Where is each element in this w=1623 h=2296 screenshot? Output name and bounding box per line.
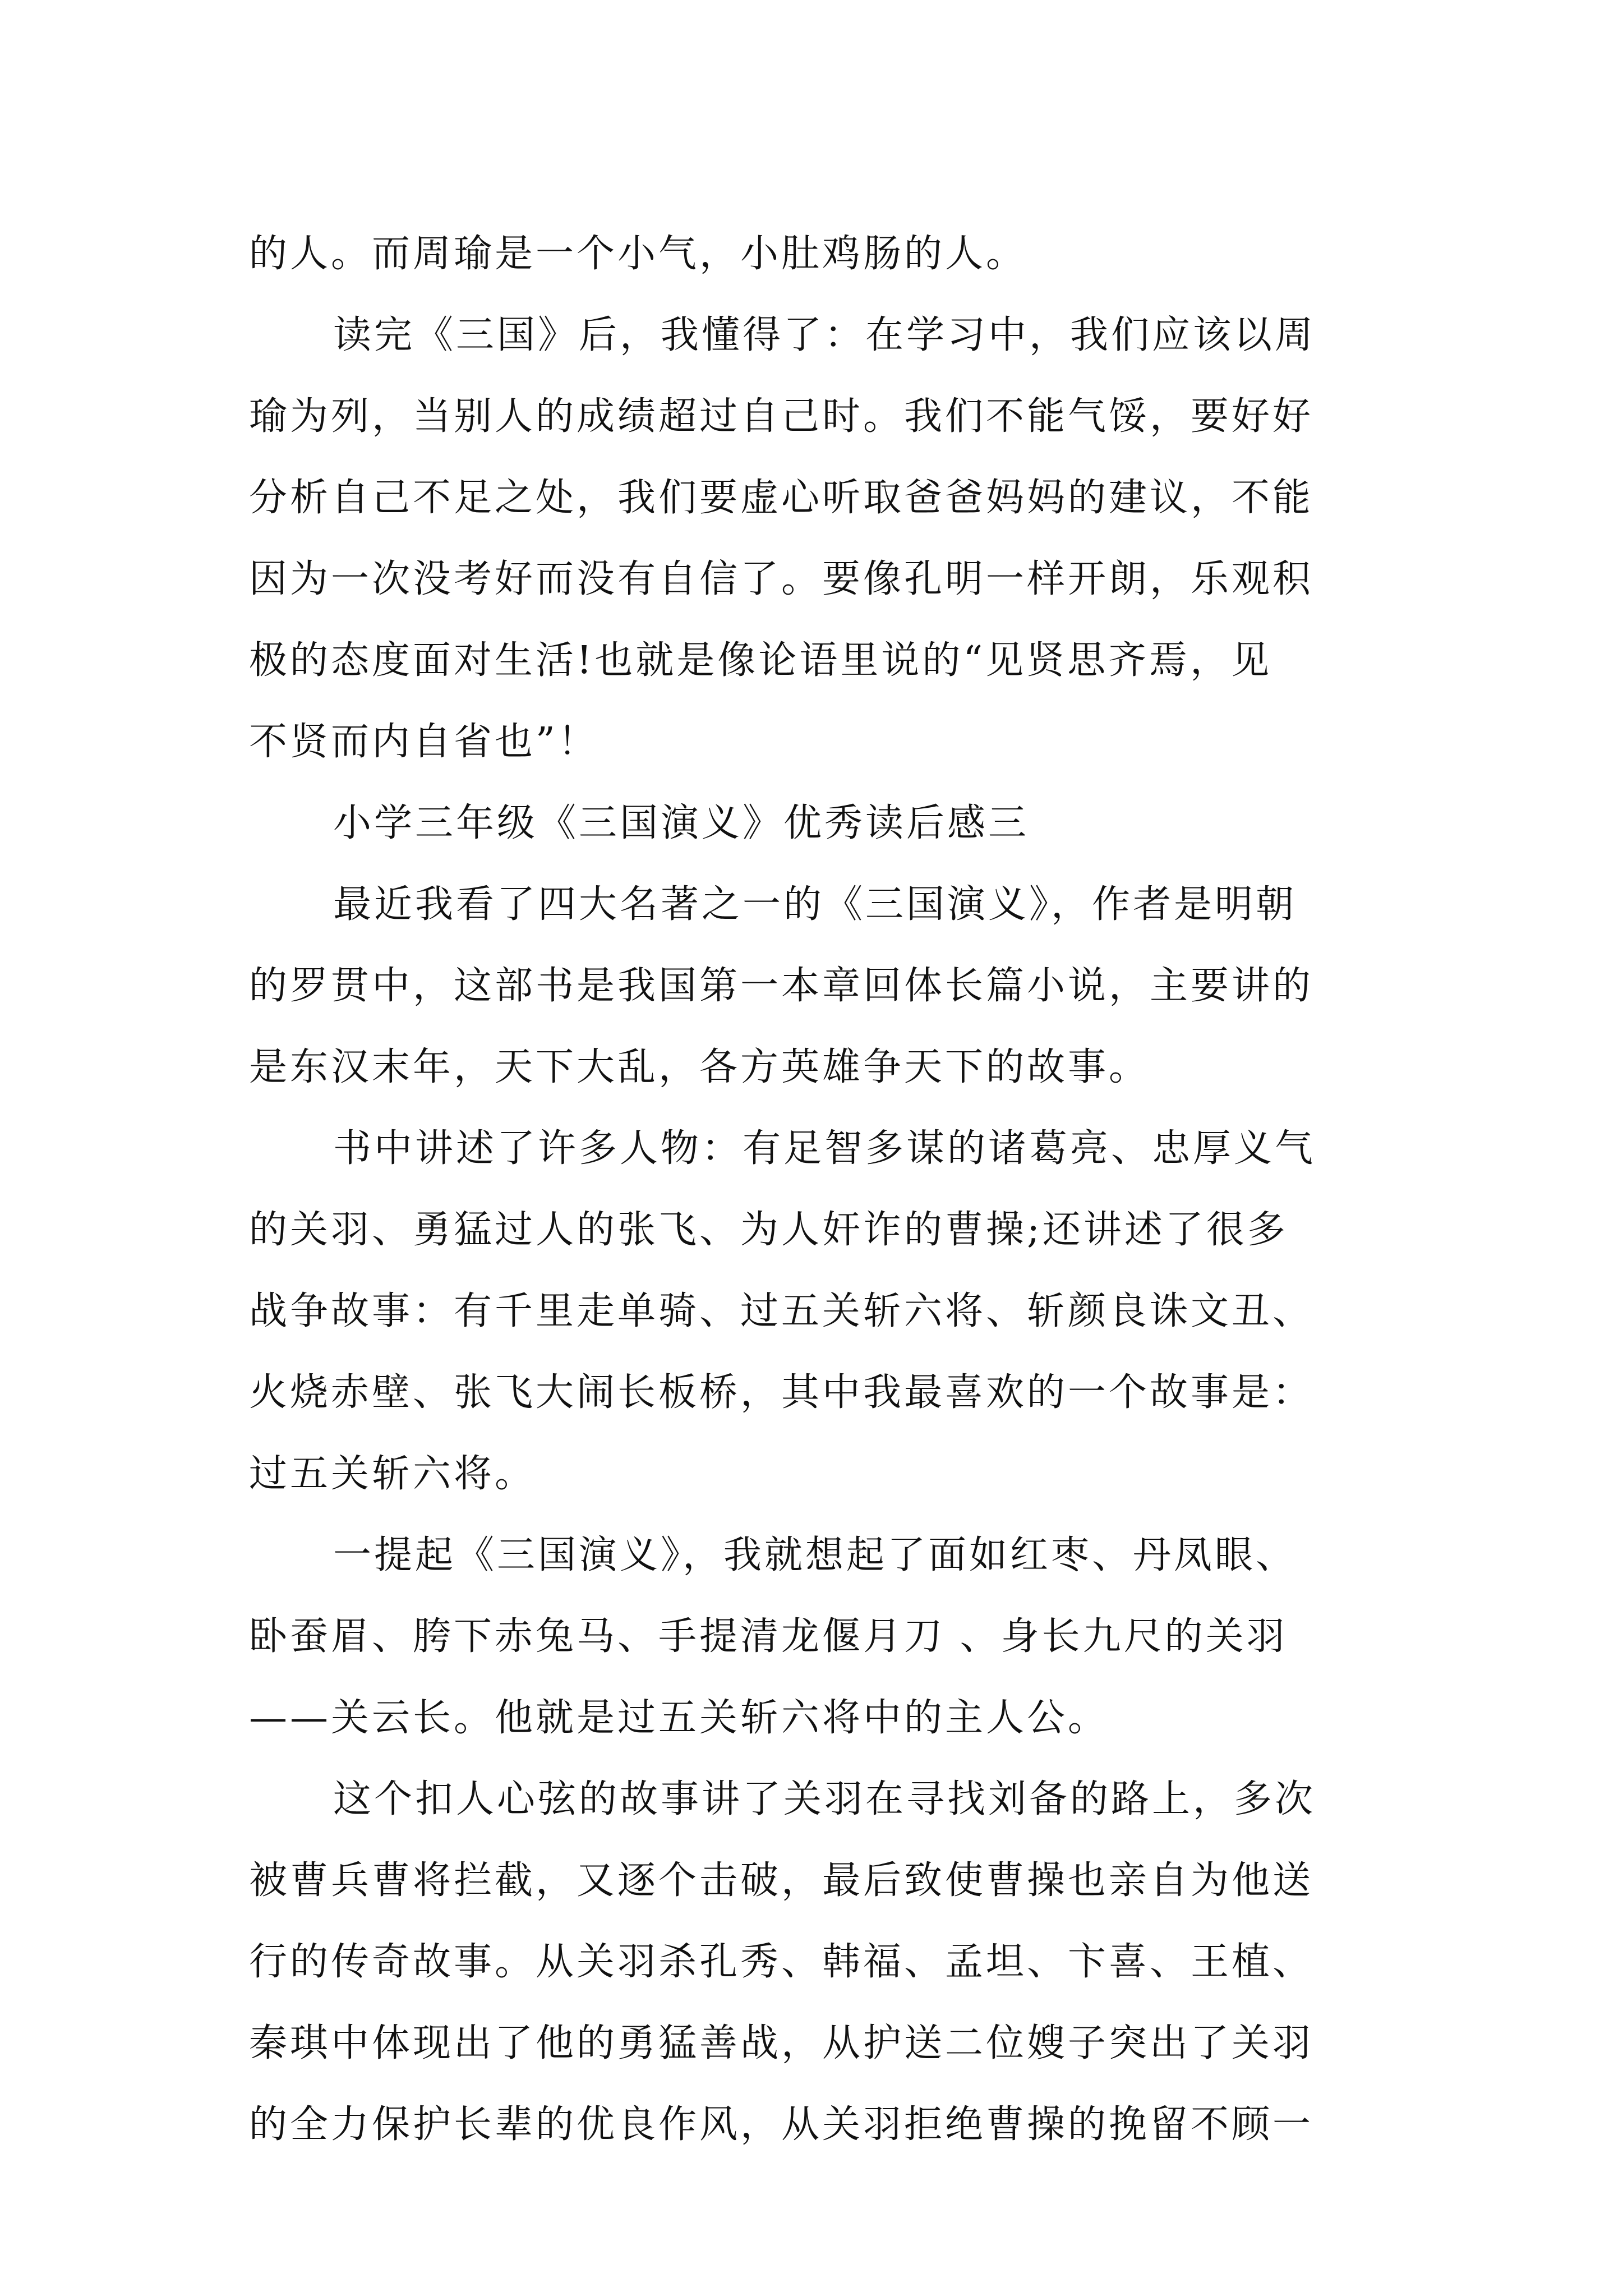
- text-line: 的关羽、勇猛过人的张飞、为人奸诈的曹操;还讲述了很多: [249, 1208, 1288, 1252]
- text-line: 书中讲述了许多人物：有足智多谋的诸葛亮、忠厚义气: [333, 1126, 1316, 1171]
- text-line: 极的态度面对生活!也就是像论语里说的“见贤思齐焉，见: [249, 638, 1272, 683]
- text-line: 是东汉末年，天下大乱，各方英雄争天下的故事。: [249, 1045, 1150, 1089]
- text-line: 的人。而周瑜是一个小气，小肚鸡肠的人。: [249, 232, 1027, 276]
- text-line: 最近我看了四大名著之一的《三国演义》，作者是明朝: [333, 882, 1297, 927]
- text-line: ——关云长。他就是过五关斩六将中的主人公。: [249, 1696, 1109, 1740]
- text-line: 的罗贯中，这部书是我国第一本章回体长篇小说，主要讲的: [249, 964, 1314, 1008]
- text-line: 这个扣人心弦的故事讲了关羽在寻找刘备的路上，多次: [333, 1777, 1316, 1821]
- text-line: 读完《三国》后，我懂得了：在学习中，我们应该以周: [333, 313, 1316, 357]
- text-line: 战争故事：有千里走单骑、过五关斩六将、斩颜良诛文丑、: [249, 1289, 1314, 1333]
- text-line: 因为一次没考好而没有自信了。要像孔明一样开朗，乐观积: [249, 557, 1314, 601]
- text-line: 卧蚕眉、胯下赤兔马、手提清龙偃月刀 、身长九尺的关羽: [249, 1614, 1288, 1659]
- text-line: 不贤而内自省也”！: [249, 720, 599, 764]
- text-line: 秦琪中体现出了他的勇猛善战，从护送二位嫂子突出了关羽: [249, 2021, 1314, 2065]
- text-line: 行的传奇故事。从关羽杀孔秀、韩福、孟坦、卞喜、王植、: [249, 1940, 1314, 1984]
- text-line: 的全力保护长辈的优良作风，从关羽拒绝曹操的挽留不顾一: [249, 2102, 1314, 2147]
- section-heading: 小学三年级《三国演义》优秀读后感三: [333, 801, 1030, 845]
- text-line: 瑜为列，当别人的成绩超过自己时。我们不能气馁，要好好: [249, 394, 1314, 439]
- text-line: 被曹兵曹将拦截，又逐个击破，最后致使曹操也亲自为他送: [249, 1858, 1314, 1903]
- text-line: 过五关斩六将。: [249, 1452, 536, 1496]
- document-body: [249, 213, 1393, 2165]
- text-line: 火烧赤壁、张飞大闹长板桥，其中我最喜欢的一个故事是：: [249, 1370, 1314, 1415]
- text-line: 一提起《三国演义》，我就想起了面如红枣、丹凤眼、: [333, 1533, 1297, 1577]
- text-line: 分析自己不足之处，我们要虚心听取爸爸妈妈的建议，不能: [249, 476, 1314, 520]
